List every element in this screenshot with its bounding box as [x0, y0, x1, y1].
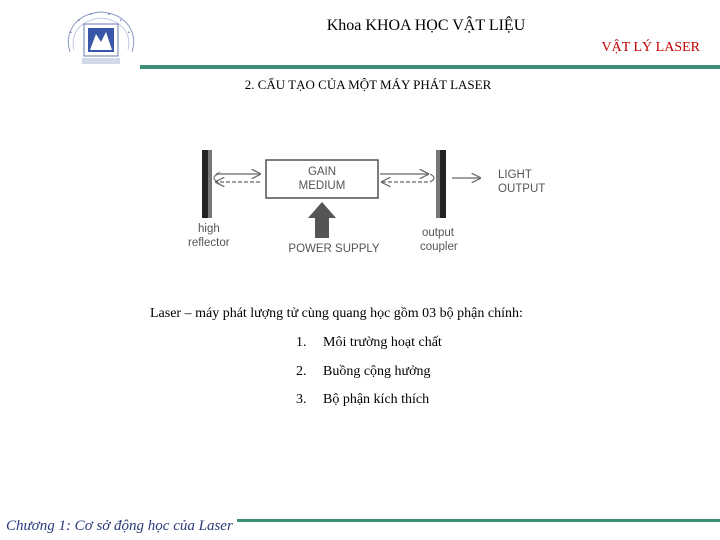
course-name: VẬT LÝ LASER: [601, 40, 700, 55]
power-supply-arrow: [308, 202, 336, 238]
list-label: Môi trường hoạt chất: [323, 335, 442, 350]
list-item: [296, 392, 429, 408]
light-output-label-line2: OUTPUT: [498, 183, 546, 195]
description-text: Laser – máy phát lượng tử cùng quang học gồm 03 bộ phận chính:: [150, 306, 523, 321]
svg-text:•: •: [78, 18, 80, 24]
list-item: [296, 335, 442, 351]
gain-medium-label-line2: MEDIUM: [298, 180, 346, 192]
svg-text:•: •: [108, 12, 110, 18]
list-label: Bộ phận kích thích: [323, 392, 430, 407]
svg-text:•: •: [90, 12, 92, 18]
high-reflector-label-line2: reflector: [188, 237, 230, 249]
high-reflector-label-line1: high: [198, 223, 220, 235]
high-reflector-mirror: [202, 150, 212, 218]
list-item: [296, 364, 431, 380]
power-supply-label: POWER SUPPLY: [288, 243, 380, 255]
laser-diagram: [180, 140, 580, 265]
header-divider: [140, 65, 720, 69]
list-number: 3.: [296, 392, 307, 407]
output-coupler-label-line2: coupler: [420, 241, 458, 253]
faculty-title: Khoa KHOA HỌC VẬT LIỆU: [326, 17, 526, 34]
chapter-footer: Chương 1: Cơ sở động học của Laser: [0, 518, 237, 535]
svg-text:•: •: [70, 30, 72, 36]
svg-text:•: •: [120, 18, 122, 24]
gain-medium-label-line1: GAIN: [307, 166, 337, 178]
list-label: Buồng cộng hưởng: [323, 364, 431, 379]
svg-text:•: •: [128, 30, 130, 36]
section-title: 2. CẤU TẠO CỦA MỘT MÁY PHÁT LASER: [244, 77, 492, 92]
output-coupler-mirror: [436, 150, 446, 218]
output-coupler-label-line1: output: [422, 227, 454, 239]
list-number: 1.: [296, 335, 307, 350]
light-output-label-line1: LIGHT: [498, 169, 532, 181]
list-number: 2.: [296, 364, 307, 379]
university-seal-icon: [62, 6, 140, 70]
